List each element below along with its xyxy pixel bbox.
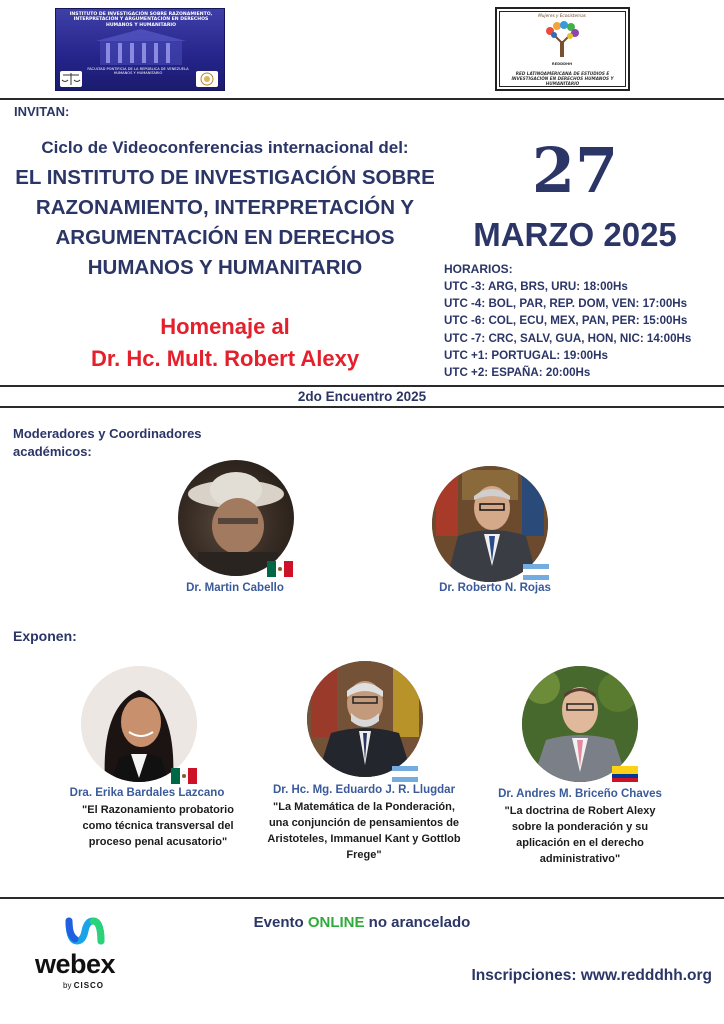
registration-link[interactable]: Inscripciones: www.redddhh.org	[471, 967, 712, 984]
institute-title	[6, 163, 444, 283]
institute-logo-title: INSTITUTO DE INVESTIGACIÓN SOBRE RAZONAMIENTO, INTERPRETACIÓN Y ARGUMENTACIÓN EN DERECHOS HUMANOS Y HUMANITARIO	[69, 12, 213, 28]
webex-by-cisco	[63, 981, 104, 990]
speaker-talk-llugdar: "La Matemática de la Ponderación, una conjunción de pensamientos de Aristoteles, Immanuel Kant y Gottlob Frege"	[267, 801, 461, 861]
mexico-flag-icon	[171, 768, 197, 784]
webex-by: by	[63, 981, 72, 990]
network-logo-tagline: Mujeres y Ecosistemas	[538, 13, 586, 18]
encuentro-divider-bottom	[0, 406, 724, 408]
institute-title-line: EL INSTITUTO DE INVESTIGACIÓN SOBRE	[15, 166, 435, 189]
mexico-flag-icon	[267, 561, 293, 577]
speaker-photo-bardales	[81, 666, 197, 782]
cisco-wordmark: CISCO	[73, 981, 105, 990]
tree-icon	[542, 21, 582, 61]
institute-title-line: RAZONAMIENTO, INTERPRETACIÓN Y	[35, 196, 415, 219]
event-notice-prefix: Evento	[253, 914, 308, 931]
schedule-item: UTC -6: COL, ECU, MEX, PAN, PER: 15:00Hs	[444, 314, 688, 328]
moderator-photo-cabello	[178, 460, 294, 576]
institute-title-line: ARGUMENTACIÓN EN DERECHOS	[55, 226, 395, 249]
speaker-talk-bardales: "El Razonamiento probatorio como técnica transversal del proceso penal acusatorio"	[82, 804, 234, 848]
tribute-line: Homenaje al	[160, 314, 290, 339]
speaker-photo-briceno	[522, 666, 638, 782]
header-divider	[0, 98, 724, 100]
colombia-flag-icon	[612, 766, 638, 782]
tribute-line: Dr. Hc. Mult. Robert Alexy	[90, 346, 360, 371]
schedule-list	[444, 278, 719, 381]
institute-logo-subtitle: FACULTAD PONTIFICIA DE LA REPÚBLICA DE VENEZUELA HUMANOS Y HUMANITARIO	[87, 67, 189, 76]
schedule-item: UTC +2: ESPAÑA: 20:00Hs	[444, 366, 591, 380]
speaker-name-llugdar: Dr. Hc. Mg. Eduardo J. R. Llugdar	[272, 784, 456, 796]
schedule-item: UTC +1: PORTUGAL: 19:00Hs	[444, 348, 608, 362]
network-logo	[495, 7, 630, 91]
speaker-talk-briceno: "La doctrina de Robert Alexy sobre la ponderación y su aplicación en el derecho administrativo"	[504, 805, 656, 865]
schedule-item: UTC -4: BOL, PAR, REP. DOM, VEN: 17:00Hs	[444, 297, 688, 311]
argentina-flag-icon	[392, 766, 418, 782]
institute-logo	[55, 8, 225, 91]
building-icon	[86, 27, 196, 67]
network-logo-text: RED LATINOAMERICANA DE ESTUDIOS E INVESTIGACIÓN EN DERECHOS HUMANOS Y HUMANITARIO	[511, 71, 614, 86]
moderator-name-rojas: Dr. Roberto N. Rojas	[439, 582, 551, 594]
cycle-title: Ciclo de Videoconferencias internacional del:	[41, 138, 409, 157]
moderator-name-cabello: Dr. Martin Cabello	[186, 582, 284, 594]
schedule-item: UTC -3: ARG, BRS, URU: 18:00Hs	[444, 280, 628, 293]
footer-divider	[0, 897, 724, 899]
event-notice-suffix: no arancelado	[364, 914, 471, 931]
encuentro-divider-top	[0, 385, 724, 387]
institute-title-line: HUMANOS Y HUMANITARIO	[87, 256, 363, 279]
speaker-name-bardales: Dra. Erika Bardales Lazcano	[69, 787, 225, 799]
speaker-name-briceno: Dr. Andres M. Briceño Chaves	[498, 788, 662, 800]
moderators-label: Moderadores y Coordinadores académicos:	[13, 426, 202, 459]
seal-icon	[196, 71, 218, 87]
tribute-title	[6, 311, 444, 375]
event-month-year: MARZO 2025	[473, 216, 677, 253]
webex-wordmark: webex	[35, 949, 116, 979]
network-logo-name: REDDDHH	[551, 62, 573, 66]
event-notice	[0, 914, 724, 931]
encuentro-label: 2do Encuentro 2025	[297, 389, 427, 404]
speaker-photo-llugdar	[307, 661, 423, 777]
event-day: 27	[531, 134, 619, 207]
schedule-item: UTC -7: CRC, SALV, GUA, HON, NIC: 14:00Hs	[444, 331, 692, 345]
schedule-label: HORARIOS:	[444, 262, 513, 276]
speakers-label: Exponen:	[13, 628, 77, 644]
argentina-flag-icon	[523, 564, 549, 580]
invitan-label: INVITAN:	[14, 104, 70, 119]
event-online-label: ONLINE	[307, 914, 365, 931]
